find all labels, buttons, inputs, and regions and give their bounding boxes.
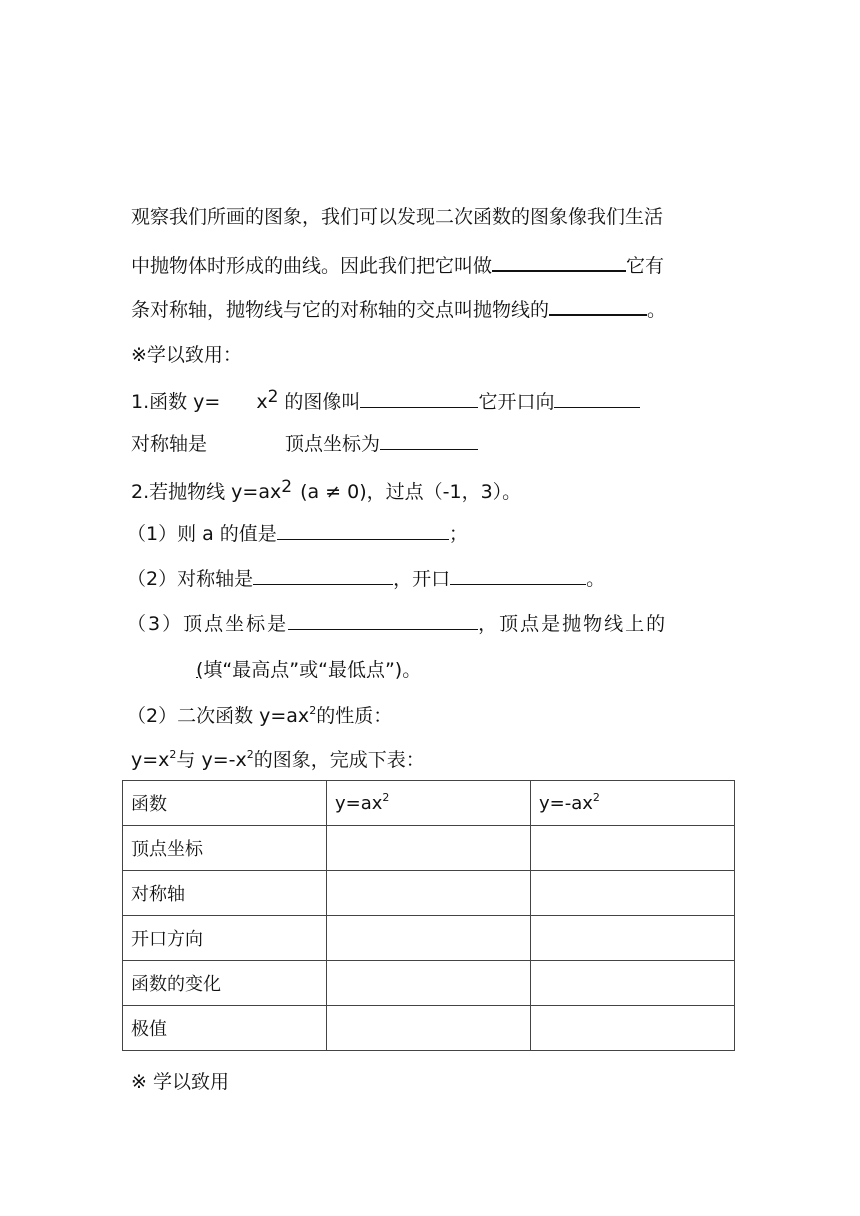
table-row: [123, 1006, 735, 1051]
section-heading: [127, 703, 392, 729]
question-1-axis-label: 对称轴是: [131, 433, 208, 455]
blank-vertex-coords[interactable]: [288, 611, 478, 630]
part-3-open-paren: (: [196, 659, 204, 681]
answer-cell[interactable]: [531, 871, 735, 916]
blank-opening[interactable]: [450, 566, 586, 585]
part-2-open-label: ，开口: [393, 568, 451, 590]
apply-heading: ※学以致用：: [131, 344, 242, 366]
answer-cell[interactable]: [531, 826, 735, 871]
question-2-text: (a ≠ 0)，过点（-1，3）。: [300, 481, 522, 503]
question-2-part-2: [127, 566, 605, 592]
table-row: [123, 826, 735, 871]
header-function: 函数: [123, 781, 327, 826]
apply-heading-2: ※ 学以致用: [131, 1071, 229, 1093]
question-1-text: 的图像叫: [284, 391, 361, 413]
question-1-prefix: 1.函数 y=: [131, 391, 221, 413]
header-negative: [531, 781, 735, 826]
section-heading-text: （2）二次函数 y=ax: [127, 705, 310, 727]
question-1-vertex-label: 顶点坐标为: [285, 433, 381, 455]
answer-cell[interactable]: [531, 1006, 735, 1051]
paragraph-line-3-tail: 。: [647, 299, 667, 321]
table-header-row: [123, 781, 735, 826]
blank-q1-vertex[interactable]: [380, 431, 478, 450]
part-2-tail: 。: [586, 568, 606, 590]
row-label: 极值: [123, 1006, 327, 1051]
table-row: [123, 871, 735, 916]
part-2-label: （2）对称轴是: [127, 568, 254, 590]
header-negative-exp: 2: [592, 790, 600, 804]
question-2-part-1: [127, 521, 468, 547]
instruction-a: y=x: [131, 749, 170, 771]
part-1-label: （1）则 a 的值是: [127, 523, 277, 545]
blank-q1-name[interactable]: [360, 389, 478, 408]
paragraph-line-2: [131, 252, 664, 278]
header-positive-exp: 2: [382, 790, 390, 804]
properties-table: [122, 780, 735, 1051]
blank-q1-opening[interactable]: [554, 389, 640, 408]
header-positive-text: y=ax: [335, 792, 383, 814]
part-3-hint: 填“最高点”或“最低点”)。: [203, 659, 422, 681]
header-negative-text: y=-ax: [539, 792, 593, 814]
blank-parabola-name[interactable]: [492, 252, 626, 272]
question-1-open-label: 它开口向: [478, 391, 555, 413]
section-heading-tail: 的性质：: [316, 705, 393, 727]
part-3-text: ，顶点是抛物线上的: [478, 613, 668, 635]
question-2: [131, 479, 521, 505]
part-3-label: （3）顶点坐标是: [127, 613, 289, 635]
answer-cell[interactable]: [531, 916, 735, 961]
section-heading-exponent: 2: [309, 704, 317, 717]
answer-cell[interactable]: [327, 1006, 531, 1051]
table-row: [123, 916, 735, 961]
row-label: 开口方向: [123, 916, 327, 961]
blank-axis[interactable]: [253, 566, 393, 585]
header-positive: [327, 781, 531, 826]
instruction-c: 的图象，完成下表：: [253, 749, 425, 771]
answer-cell[interactable]: [531, 961, 735, 1006]
instruction-b: 与 y=-x: [176, 749, 247, 771]
table-row: [123, 961, 735, 1006]
question-1-exponent: 2: [267, 387, 279, 407]
question-2-part-3: [127, 611, 667, 637]
table-instruction: [131, 747, 425, 773]
question-1-line-2: [131, 431, 478, 457]
question-2-exponent: 2: [281, 477, 293, 497]
paragraph-line-3-text: 条对称轴，抛物线与它的对称轴的交点叫抛物线的: [131, 299, 550, 321]
paragraph-line-3: [131, 296, 666, 322]
blank-a-value[interactable]: [277, 521, 449, 540]
row-label: 顶点坐标: [123, 826, 327, 871]
instruction-exp-2: 2: [246, 748, 254, 761]
blank-vertex-name[interactable]: [549, 296, 647, 316]
answer-cell[interactable]: [327, 871, 531, 916]
instruction-exp-1: 2: [169, 748, 177, 761]
paragraph-line-1: 观察我们所画的图象，我们可以发现二次函数的图象像我们生活: [131, 206, 664, 228]
answer-cell[interactable]: [327, 916, 531, 961]
paragraph-line-2-tail: 它有: [626, 255, 665, 277]
row-label: 函数的变化: [123, 961, 327, 1006]
answer-cell[interactable]: [327, 961, 531, 1006]
part-1-tail: ；: [448, 523, 468, 545]
paragraph-line-2-text: 中抛物体时形成的曲线。因此我们把它叫做: [131, 255, 493, 277]
answer-cell[interactable]: [327, 826, 531, 871]
row-label: 对称轴: [123, 871, 327, 916]
question-1-x: x: [256, 391, 268, 413]
question-1: [131, 389, 640, 415]
question-2-part-3-line-2: [196, 657, 421, 683]
question-2-prefix: 2.若抛物线 y=ax: [131, 481, 282, 503]
